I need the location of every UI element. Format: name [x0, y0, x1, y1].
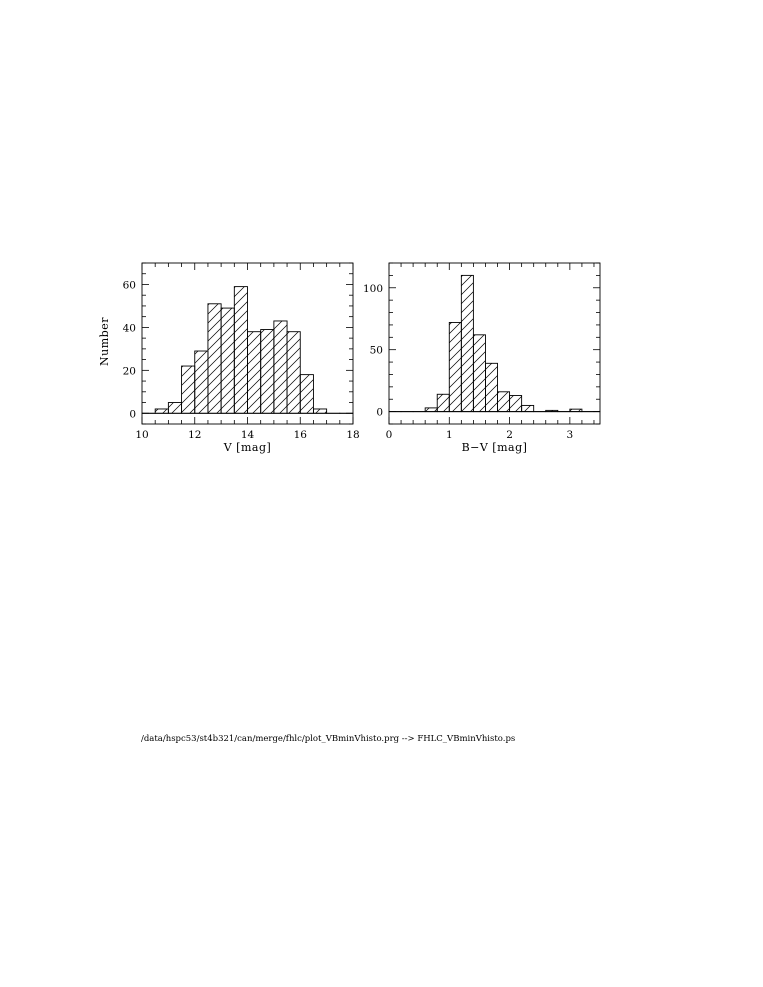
bv-x-tick-label: 1 [445, 429, 453, 441]
v-histogram-y-axis-title: Number [98, 317, 111, 366]
bv-histogram-bar [473, 335, 485, 412]
v-y-tick-label: 60 [122, 279, 136, 292]
bv-histogram-bar [461, 275, 473, 411]
v-histogram-bar [234, 287, 247, 414]
v-x-tick-label: 14 [240, 429, 255, 441]
footer-caption: /data/hspc53/st4b321/can/merge/fhlc/plot_VBminVhisto.prg --> FHLC_VBminVhisto.ps [141, 734, 516, 744]
v-histogram-bar [313, 409, 326, 413]
v-y-tick-label: 40 [122, 322, 136, 335]
b-v-color-histogram [363, 263, 600, 454]
v-x-tick-label: 18 [346, 429, 360, 441]
v-y-tick-label: 0 [129, 408, 136, 421]
v-x-tick-label: 10 [135, 429, 149, 441]
v-histogram-bar [274, 321, 287, 413]
v-histogram-bar [221, 308, 234, 413]
v-histogram-bar [155, 409, 168, 413]
v-histogram-bar [168, 403, 181, 414]
v-x-tick-label: 16 [293, 429, 307, 441]
bv-histogram-bar [449, 322, 461, 411]
bv-x-tick-label: 0 [385, 429, 393, 441]
v-histogram-bar [195, 351, 208, 413]
bv-histogram-x-axis-title: B−V [mag] [461, 441, 528, 454]
v-histogram-x-axis-title: V [mag] [223, 441, 272, 454]
v-histogram-bar [248, 332, 261, 414]
bv-histogram-bar [498, 392, 510, 412]
bv-y-tick-label: 100 [362, 282, 383, 295]
bv-histogram-bar [485, 363, 497, 411]
bv-histogram-bar [437, 394, 449, 411]
v-histogram-bars [142, 287, 353, 414]
v-x-tick-label: 12 [188, 429, 202, 441]
v-magnitude-histogram [98, 263, 360, 454]
bv-histogram-bar [522, 405, 534, 411]
v-histogram-bar [261, 330, 274, 414]
v-y-tick-label: 20 [122, 365, 136, 378]
bv-y-tick-label: 0 [376, 406, 383, 419]
bv-histogram-bar [425, 408, 437, 412]
v-histogram-bar [182, 366, 195, 413]
bv-x-tick-label: 2 [506, 429, 513, 441]
v-histogram-bar [208, 304, 221, 413]
bv-histogram-bar [510, 396, 522, 412]
v-histogram-bar [300, 375, 313, 414]
bv-x-tick-label: 3 [566, 429, 574, 441]
v-histogram-bar [287, 332, 300, 414]
bv-y-tick-label: 50 [369, 344, 383, 357]
bv-histogram-bars [389, 275, 600, 411]
